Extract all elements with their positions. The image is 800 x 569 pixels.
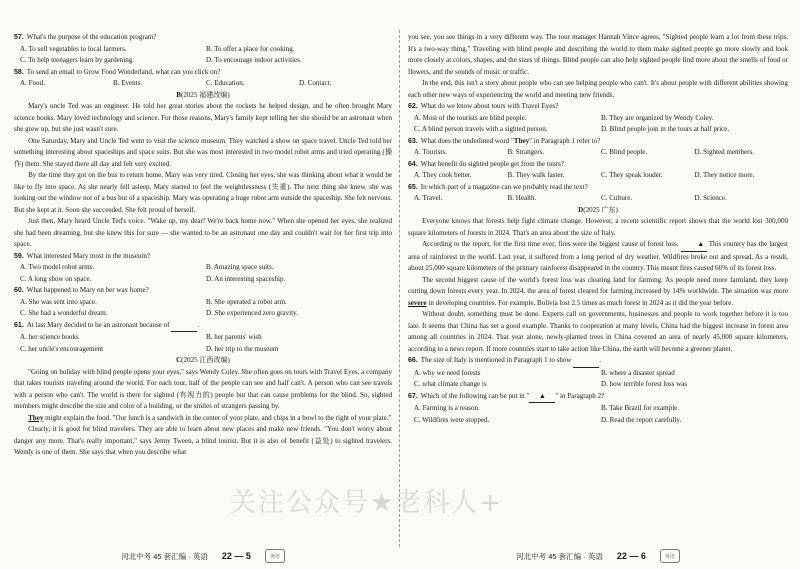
option-63-b: B. Strangers. [507, 148, 545, 156]
option-60-d: D. She experienced zero gravity. [206, 309, 298, 317]
question-64: 64. What benefit do sighted people get from the tours? [408, 159, 565, 168]
option-63-c: C. Blind people. [601, 148, 648, 156]
subject-badge: 英语 [660, 549, 680, 563]
question-63: 63. What does the underlined word "They" in Paragraph 1 refer to? [408, 136, 601, 145]
options-67 [408, 403, 788, 426]
option-67-c: C. Wildfires were stopped. [414, 415, 490, 424]
options-58 [14, 78, 392, 90]
passage-d-paragraph: The second biggest cause of the world's forest loss was clearing land for farming. As people need more farmland, they keep cutting down forests every year. In 2024, the area of forest cleared for farming increased by 14% worldwide. The situation was more severe in developing countries. For example, Bolivia lost 2.5 times as much forest in 2024 as it did the year before. [408, 275, 788, 307]
question-57: 57. What's the purpose of the education program? [14, 33, 157, 41]
option-58-d: D. Contact. [299, 79, 332, 87]
option-60-a: A. She was sent into space. [20, 297, 97, 306]
option-63-d: D. Sighted members. [694, 148, 754, 156]
option-61-b: B. her parents' wish [206, 333, 262, 341]
option-66-d: D. how terrible forest loss was [601, 380, 688, 388]
footer-page-number: 22 — 5 [221, 551, 251, 561]
option-64-a: A. They cook better. [414, 171, 472, 179]
option-59-d: D. An interesting spaceship. [206, 274, 286, 283]
watermark: 关注公众号★老科人+ [230, 488, 504, 518]
footer-book-title: 河北中考 45 套汇编 · 英语 [121, 551, 208, 561]
page-divider [399, 30, 400, 547]
section-d-heading: D(2025 广东) [578, 205, 618, 214]
option-66-c: C. what climate change is [414, 380, 487, 388]
option-59-b: B. Amazing space suits. [206, 263, 274, 271]
option-58-c: C. Education. [206, 79, 245, 87]
question-60: 60. What happened to Mary on her way home? [14, 286, 149, 294]
option-66-a: A. why we need forests [414, 368, 481, 377]
option-57-c: C. To help teenagers learn by gardening. [20, 56, 135, 64]
option-66-b: B. where a disaster spread [601, 368, 675, 377]
question-62: 62. What do we know about tours with Travel Eyes? [408, 102, 559, 110]
passage-c-paragraph: you see, you see things in a very different way. The tour manager Hannah Vince agrees, "Sighted people learn a lot from these trips. It's a two-way thing." Traveling with blind people and describing the world to them make sighted people go more slowly and look more closely at colors, shapes, and the sizes of things. Blind people can also help sighted people find more about the smells of food or flowers, and the sounds of music or traffic. [408, 33, 788, 76]
left-page-content [14, 32, 392, 459]
underlined-word-severe: severe [408, 298, 427, 307]
option-62-d: D. Blind people join in the tours at half price. [601, 125, 730, 133]
passage-c-paragraph: They might explain the food. "Our lunch is a sandwich in the center of your plate, and chips in a bowl to the right of your plate." [28, 413, 392, 422]
option-61-a: A. her science books [20, 333, 79, 341]
options-61 [14, 332, 392, 355]
answer-blank-61 [171, 320, 197, 333]
question-59: 59. What interested Mary most in the museum? [14, 251, 151, 260]
option-63-a: A. Tourists. [414, 148, 447, 156]
footer-page-number: 22 — 6 [616, 551, 646, 561]
passage-d-paragraph: Without doubt, something must be done. Experts call on governments, businesses and people to work together before it is too late. It seems that China has set a good example. Thanks to cooperation at many levels, China had the biggest increase in forest area among all countries in 2024. That year alone, newly-planted trees in China covered an area of nearly 45,000 square kilometers, according to a news report. If more countries start to take action like China, the earth will become a greener planet. [408, 310, 788, 353]
option-61-d: D. her trip to the museum [206, 344, 279, 353]
option-58-a: A. Food. [20, 79, 45, 87]
option-65-c: C. Culture. [601, 194, 633, 202]
left-page [14, 0, 392, 569]
option-65-a: A. Travel. [414, 194, 443, 202]
options-65 [408, 193, 788, 205]
subject-badge: 英语 [265, 549, 285, 563]
passage-b-paragraph: By the time they got on the bus to return home, Mary was very tired. Closing her eyes, she was thinking about what it would be like to fly into space. As she nearly fell asleep, Mary started to feel the weightlessness (失重). The next thing she knew, she was looking out the window not of a bus but of a spaceship. Mary was operating a huge robot arm outside the spaceship. She felt nervous. But she kept at it. Soon she succeeded. She felt proud of herself. [14, 171, 392, 214]
right-page [408, 0, 788, 569]
question-67: 67. Which of the following can be put in " ▲ " in Paragraph 2? [408, 391, 788, 404]
underlined-word-they: They [28, 413, 44, 422]
right-page-footer [408, 549, 788, 563]
options-64 [408, 170, 788, 182]
option-64-d: D. They notice more. [694, 171, 755, 179]
right-page-content [408, 32, 788, 426]
passage-d-paragraph: Everyone knows that forests help fight climate change. However, a recent scientific report shows that the world lost 300,000 square kilometers of forests in 2024. That's an area about the size of Italy. [408, 217, 788, 237]
question-66: 66. The size of Italy is mentioned in Paragraph 1 to show . [408, 355, 788, 368]
option-58-b: B. Events. [113, 79, 143, 87]
option-59-c: C. A long show on space. [20, 274, 92, 283]
option-64-c: C. They speak louder. [601, 171, 663, 179]
options-63 [408, 147, 788, 159]
passage-b-paragraph: Mary's uncle Ted was an engineer. He told her great stories about the rockets he helped design, and he often brought Mary science books. Mary loved technology and science. For those reasons, Mary's family kept telling her she should be an astronaut when she grew up, but she just wasn't sure. [14, 102, 392, 133]
question-65: 65. In which part of a magazine can we probably read the text? [408, 182, 588, 191]
options-60 [14, 297, 392, 320]
option-64-b: B. They walk faster. [507, 171, 565, 179]
option-57-b: B. To offer a place for cooking. [206, 44, 295, 53]
options-66 [408, 368, 788, 391]
option-59-a: A. Two model robot arms. [20, 263, 95, 271]
option-60-b: B. She operated a robot arm. [206, 297, 287, 306]
option-60-c: C. She had a wonderful dream. [20, 309, 108, 317]
passage-b-paragraph: Just then, Mary heard Uncle Ted's voice. "Wake up, my dear! We're back home now." When she opened her eyes, she realized she had been dreaming, but she knew this for sure — she wanted to be an astronaut one day and couldn't wait for her first trip into space. [14, 217, 392, 248]
option-57-a: A. To sell vegetables to local farmers. [20, 44, 127, 53]
option-61-c: C. her uncle's encouragement [20, 344, 104, 353]
options-59 [14, 262, 392, 285]
option-67-a: A. Farming is a reason. [414, 404, 480, 412]
question-61: 61. At last Mary decided to be an astronaut because of . [14, 320, 392, 333]
left-page-footer [14, 549, 392, 563]
passage-d-paragraph: According to the report, for the first time ever, fires were the biggest cause of forest loss. ▲ This country has the largest area of rainforest in the world. Last year, it suffered from a long period of dry weather. Wildfires broke out and spread. As a result, about 25,000 square kilometers of the primary rainforest disappeared in the country. This meant fires caused 66% of its forest loss. [408, 240, 788, 272]
passage-c-paragraph: Clearly, it is good for blind travelers. They are able to learn about new places and make new friends. "You don't worry about danger any more. That's really important," says Jenny Tween, a blind tourist. But it is also of benefit (益处) to sighted travelers. Wendy is one of them. She says that when you describe what [14, 425, 392, 456]
answer-blank-67: ▲ [681, 239, 707, 252]
option-65-d: D. Science. [694, 194, 727, 202]
option-62-c: C. A blind person travels with a sighted person. [414, 125, 548, 133]
answer-blank-66 [573, 355, 599, 368]
options-62 [408, 113, 788, 136]
option-62-b: B. They are organized by Wendy Coley. [601, 113, 714, 122]
option-67-b: B. Take Brazil for example. [601, 404, 680, 412]
option-62-a: A. Most of the tourists are blind people. [414, 113, 527, 122]
passage-b-paragraph: One Saturday, Mary and Uncle Ted went to visit the science museum. They watched a show on space travel. Uncle Ted told her something interesting about spaceships and space suits. But she was most interested in two model robot arms and tried operating (操作) them. She stayed there all day and felt very excited. [14, 136, 392, 168]
blank-marker: ▲ [529, 391, 555, 404]
option-65-b: B. Health. [507, 194, 537, 202]
section-c-heading: C(2025 江西改编) [176, 356, 230, 364]
passage-c-paragraph: In the end, this isn't a story about people who can see helping people who can't. It's about people with different abilities showing each other new ways of experiencing the world and meeting new friends. [408, 79, 788, 99]
option-57-d: D. To encourage indoor activities. [206, 56, 302, 64]
question-58: 58. To send an email to Grow Food Wonderland, what can you click on? [14, 67, 221, 76]
passage-c-paragraph: "Going on holiday with blind people opens your eyes," says Wendy Coley. She often goes on tours with Travel Eyes, a company that takes tourists traveling around the world. For each tour, half of the people can see and half can't. A person who can see travels with a person who can't. The world is there for sighted (有视力的) people but that can cause problems for the blind. So, sighted members might describe the size and color of a building, or the smiles of strangers passing by. [14, 367, 392, 410]
options-57 [14, 44, 392, 67]
section-b-heading: B(2025 福建改编) [176, 90, 230, 99]
footer-book-title: 河北中考 45 套汇编 · 英语 [516, 551, 603, 561]
option-67-d: D. Read the report carefully. [601, 415, 682, 424]
